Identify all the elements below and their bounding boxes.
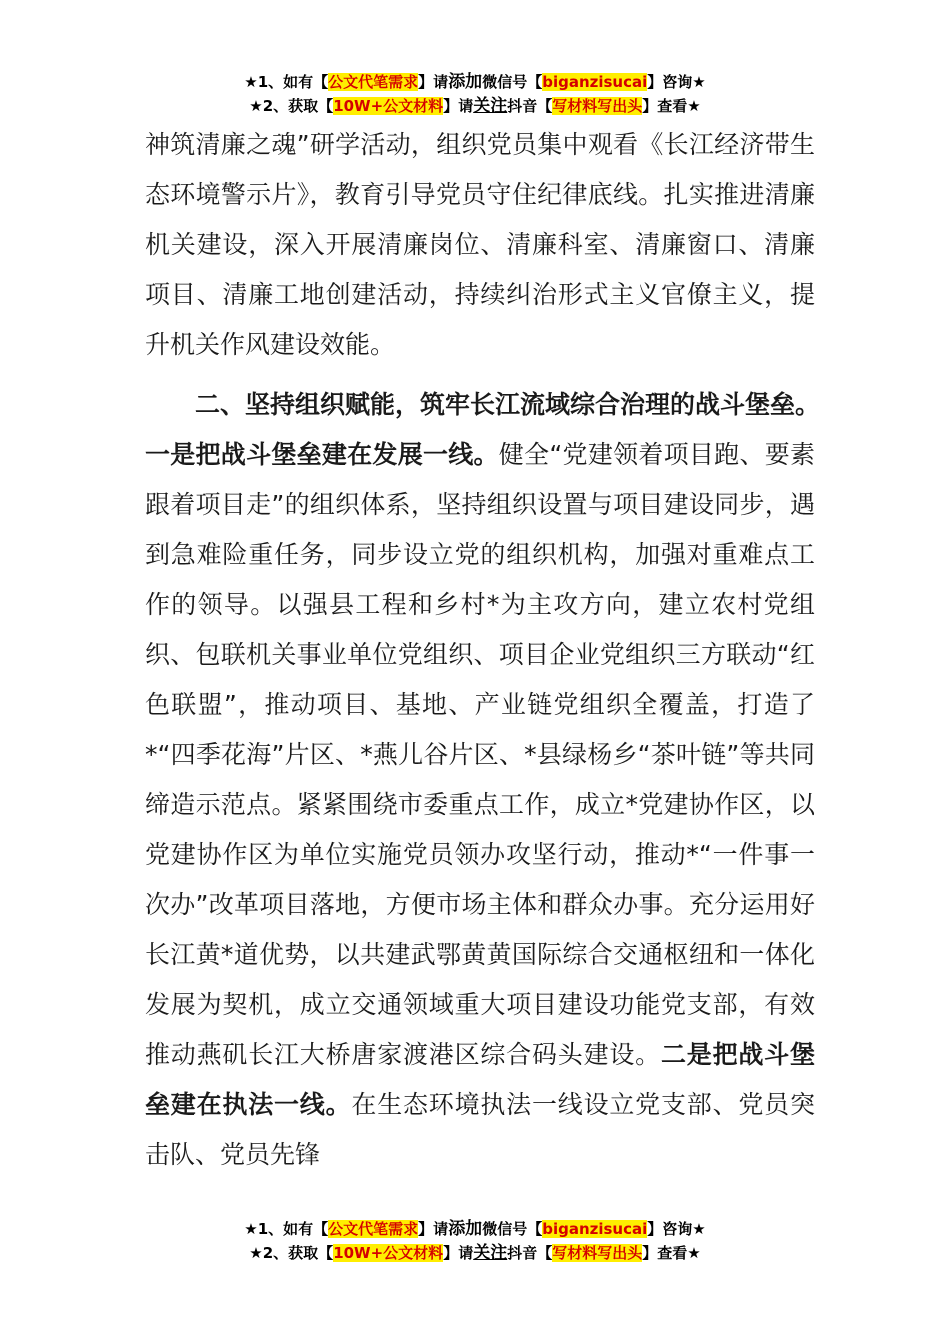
footer-line-1-highlight-service: 公文代笔需求 bbox=[328, 1220, 419, 1238]
banner-line-2 bbox=[0, 94, 950, 118]
footer-banner-line-2 bbox=[0, 1241, 950, 1265]
point-2-lead: 二是把战斗堡垒建在执法一线。 bbox=[145, 1040, 815, 1119]
banner-line-2-highlight-materials: 10W+公文材料 bbox=[333, 97, 444, 115]
banner-line-2-text: 】请 bbox=[443, 97, 474, 115]
footer-line-2-prefix: ★2、获取【 bbox=[249, 1244, 334, 1262]
point-1-text: 健全“党建领着项目跑、要素跟着项目走”的组织体系，坚持组织设置与项目建设同步，遇到急难险重任务，同步设立党的组织机构，加强对重难点工作的领导。以强县工程和乡村*为主攻方向，建立农村党组织、包联机关事业单位党组织、项目企业党组织三方联动“红色联盟”，推动项目、基地、产业链党组织全覆盖，打造了*“四季花海”片区、*燕儿谷片区、*县绿杨乡“茶叶链”等共同缔造示范点。紧紧围绕市委重点工作，成立*党建协作区，以党建协作区为单位实施党员领办攻坚行动，推动*“一件事一次办”改革项目落地，方便市场主体和群众办事。充分运用好长江黄*道优势，以共建武鄂黄黄国际综合交通枢纽和一体化发展为契机，成立交通领域重大项目建设功能党支部，有效推动燕矶长江大桥唐家渡港区综合码头建设。 bbox=[145, 440, 815, 1069]
point-2-text: 在生态环境执法一线设立党支部、党员突击队、党员先锋 bbox=[145, 1090, 815, 1169]
footer-banner bbox=[0, 1217, 950, 1265]
footer-banner-line-1 bbox=[0, 1217, 950, 1241]
banner-line-1 bbox=[0, 70, 950, 94]
banner-line-1-suffix: 】咨询★ bbox=[647, 73, 706, 91]
banner-line-1-highlight-service: 公文代笔需求 bbox=[328, 73, 419, 91]
banner-line-1-emphasis: 添加 bbox=[448, 72, 483, 92]
footer-line-2-text: 】请 bbox=[443, 1244, 474, 1262]
header-banner bbox=[0, 70, 950, 118]
banner-line-1-text-2: 微信号【 bbox=[482, 73, 543, 91]
footer-line-1-suffix: 】咨询★ bbox=[647, 1220, 706, 1238]
footer-line-2-emphasis: 关注 bbox=[473, 1243, 508, 1263]
banner-line-1-prefix: ★1、如有【 bbox=[244, 73, 329, 91]
banner-line-1-highlight-wechat: biganzisucai bbox=[542, 73, 648, 91]
paragraph-integrity: 神筑清廉之魂”研学活动，组织党员集中观看《长江经济带生态环境警示片》，教育引导党员守住纪律底线。扎实推进清廉机关建设，深入开展清廉岗位、清廉科室、清廉窗口、清廉项目、清廉工地创建活动，持续纠治形式主义官僚主义，提升机关作风建设效能。 bbox=[145, 130, 815, 359]
paragraph-section-2 bbox=[145, 380, 821, 1180]
footer-line-2-suffix: 】查看★ bbox=[642, 1244, 701, 1262]
footer-line-1-emphasis: 添加 bbox=[448, 1219, 483, 1239]
footer-line-1-highlight-wechat: biganzisucai bbox=[542, 1220, 648, 1238]
point-1-lead: 一是把战斗堡垒建在发展一线。 bbox=[145, 440, 499, 469]
footer-line-2-text-2: 抖音【 bbox=[507, 1244, 553, 1262]
footer-line-1-text: 】请 bbox=[418, 1220, 449, 1238]
banner-line-2-emphasis: 关注 bbox=[473, 96, 508, 116]
footer-line-1-text-2: 微信号【 bbox=[482, 1220, 543, 1238]
document-body bbox=[145, 120, 821, 1180]
banner-line-1-text: 】请 bbox=[418, 73, 449, 91]
footer-line-1-prefix: ★1、如有【 bbox=[244, 1220, 329, 1238]
banner-line-2-prefix: ★2、获取【 bbox=[249, 97, 334, 115]
banner-line-2-highlight-douyin: 写材料写出头 bbox=[552, 97, 643, 115]
footer-line-2-highlight-douyin: 写材料写出头 bbox=[552, 1244, 643, 1262]
banner-line-2-suffix: 】查看★ bbox=[642, 97, 701, 115]
footer-line-2-highlight-materials: 10W+公文材料 bbox=[333, 1244, 444, 1262]
banner-line-2-text-2: 抖音【 bbox=[507, 97, 553, 115]
section-heading-2: 二、坚持组织赋能，筑牢长江流域综合治理的战斗堡垒。 bbox=[195, 390, 821, 419]
